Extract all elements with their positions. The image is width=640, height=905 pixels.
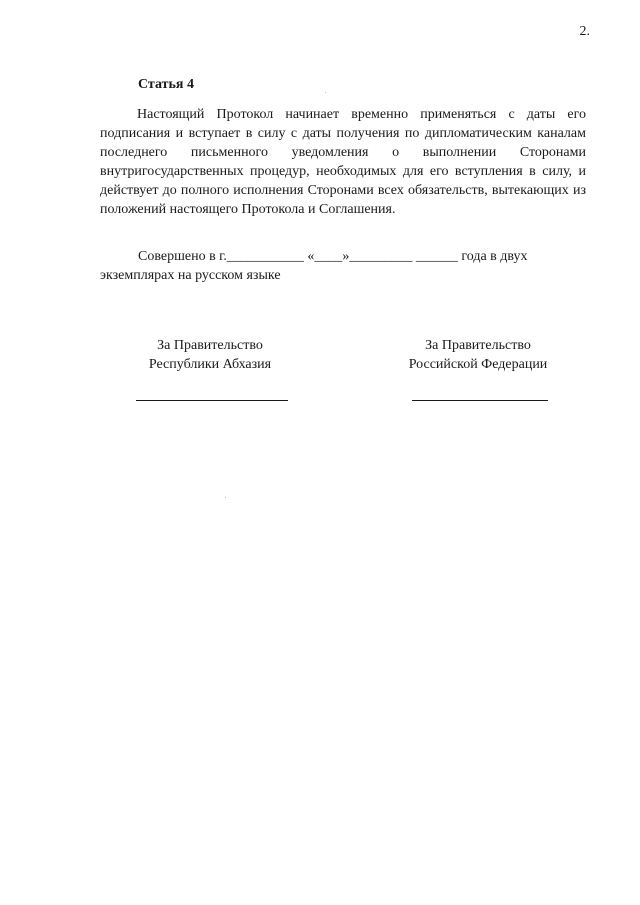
article-title: Статья 4: [138, 77, 194, 92]
scan-speck: [325, 92, 326, 93]
signature-line-right: [412, 400, 548, 401]
signature-block-russia: [378, 336, 578, 374]
article-body-text: Настоящий Протокол начинает временно применяться с даты его подписания и вступает в силу с даты получения по дипломатическим каналам последнего письменного уведомления о выполнении Сторонами внутригосударственных процедур, необходимых для его вступления в силу, и действует до полного исполнения Сторонами всех обязательств, вытекающих из положений настоящего Протокола и Соглашения.: [100, 107, 586, 217]
signature-right-line-2: Российской Федерации: [408, 357, 548, 372]
signature-block-abkhazia: [110, 336, 310, 374]
execution-clause-line-1: Совершено в г.___________ «____»_________ ______ года в двух: [138, 249, 528, 264]
signature-line-left: [136, 400, 288, 401]
signature-left-line-2: Республики Абхазия: [148, 357, 272, 372]
execution-clause-line-2: экземплярах на русском языке: [100, 268, 281, 283]
page-number: 2.: [579, 24, 590, 39]
scan-speck: [225, 497, 226, 498]
signature-left-line-1: За Правительство: [157, 338, 263, 353]
execution-clause: [100, 247, 586, 285]
signature-right-line-1: За Правительство: [425, 338, 531, 353]
